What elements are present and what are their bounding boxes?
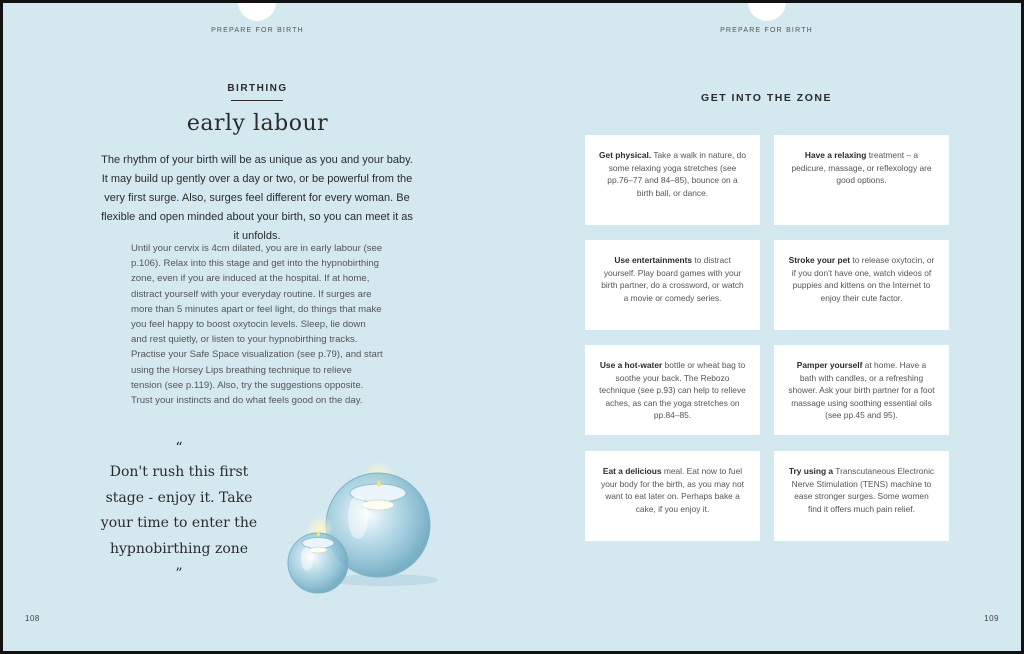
tip-card [774, 345, 949, 435]
tip-card [585, 345, 760, 435]
tip-card [774, 240, 949, 330]
tip-text: bottle or wheat bag to soothe your back. The Rebozo technique (see p.93) can help to relieve aches, as can the yoga stretches on pp.84–85. [599, 360, 746, 421]
page-number: 108 [25, 614, 40, 623]
section-kicker: BIRTHING [227, 83, 288, 94]
tip-lead: Stroke your pet [788, 255, 851, 265]
intro-paragraph: The rhythm of your birth will be as unique as you and your baby. It may build up gently over a day or two, or be powerful from the very first surge. Also, surges feel different for every woman. Be flexible and open minded about your birth, so you can meet it as it unfolds. [101, 154, 413, 242]
section-title: GET INTO THE ZONE [701, 92, 832, 104]
tip-lead: Try using a [788, 466, 834, 476]
kicker-divider [231, 100, 283, 101]
tip-card [585, 135, 760, 225]
running-head: PREPARE FOR BIRTH [720, 27, 813, 34]
tip-lead: Use entertainments [614, 255, 693, 265]
pull-quote [99, 440, 259, 582]
tip-card [585, 240, 760, 330]
body-paragraph: Until your cervix is 4cm dilated, you are in early labour (see p.106). Relax into this stage and get into the hypnobirthing zone, even if you are induced at the hospital. If at home, distract yourself with your everyday routine. If surges are more than 5 minutes apart or feel light, do things that make you feel happy to boost oxytocin levels. Sleep, lie down and rest quietly, or listen to your hypnobirthing tracks. Practise your Safe Space visualization (see p.79), and start using the Horsey Lips breathing technique to relieve tension (see p.119). Also, try the suggestions opposite. Trust your instincts and do what feels good on the day. [131, 243, 383, 407]
tip-lead: Get physical. [599, 150, 652, 160]
tip-lead: Use a hot-water [599, 360, 663, 370]
candle-holders-icon [273, 455, 443, 595]
tip-text: meal. Eat now to fuel your body for the birth, as you may not want to eat later on. Perhaps bake a cake, if you enjoy it. [601, 466, 744, 514]
page-tab [748, 3, 786, 21]
page-number: 109 [984, 614, 999, 623]
quote-close-mark: ” [175, 566, 183, 582]
tip-text: at home. Have a bath with candles, or a refreshing shower. Ask your birth partner for a foot massage using soothing essential oils (see pp.45 and 95). [788, 360, 935, 421]
tip-lead: Eat a delicious [602, 466, 662, 476]
tip-text: treatment – a pedicure, massage, or reflexology are good options. [791, 150, 932, 186]
tip-card [774, 451, 949, 541]
tip-lead: Have a relaxing [804, 150, 867, 160]
tip-lead: Pamper yourself [796, 360, 863, 370]
tip-text: to distract yourself. Play board games with your birth partner, do a crossword, or watch a movie or comedy series. [601, 255, 744, 303]
tip-card [585, 451, 760, 541]
running-head: PREPARE FOR BIRTH [211, 27, 304, 34]
page-title: early labour [186, 111, 329, 136]
tip-text: Transcutaneous Electronic Nerve Stimulation (TENS) machine to ease stronger surges. Some women find it offers much pain relief. [791, 466, 935, 514]
left-page [3, 3, 512, 651]
quote-text: Don't rush this first stage - enjoy it. Take your time to enter the hypnobirthing zone [100, 464, 258, 557]
tip-text: Take a walk in nature, do some relaxing yoga stretches (see pp.76–77 and 84–85), bounce on a birth ball, or dance. [607, 150, 746, 198]
tip-card [774, 135, 949, 225]
quote-open-mark: “ [175, 440, 183, 456]
right-page [512, 3, 1021, 651]
page-tab [238, 3, 276, 21]
tip-text: to release oxytocin, or if you don't have one, watch videos of puppies and kittens on the Internet to enjoy their cute factor. [791, 255, 935, 303]
